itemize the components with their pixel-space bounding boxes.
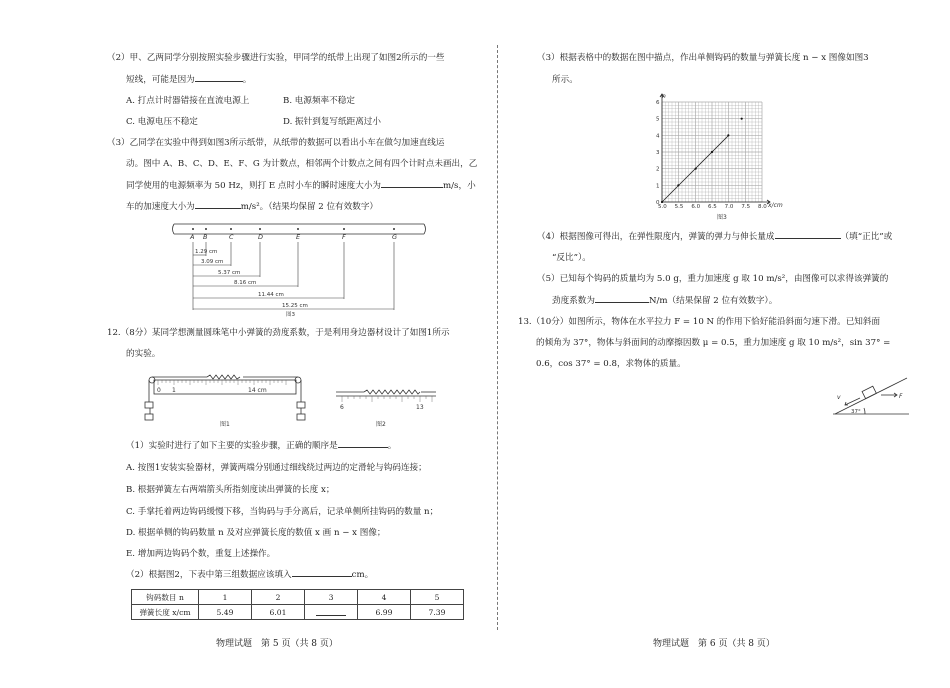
data-point: [711, 151, 713, 153]
q3-line1: （3）乙同学在实验中得到如图3所示纸带，从纸带的数据可以看出小车在做匀加速直线运: [107, 138, 445, 148]
answer-blank[interactable]: [775, 238, 841, 239]
answer-blank[interactable]: [381, 187, 443, 188]
q2-option-b: B. 电源频率不稳定: [283, 96, 355, 106]
tape-dim: 15.25 cm: [282, 303, 308, 309]
table-cell: 6.01: [252, 605, 305, 620]
q3r-line1: （3）根据表格中的数据在图中描点，作出单侧钩码的数量与弹簧长度 n − x 图像如图3: [537, 53, 869, 63]
q12-sub2: （2）根据图2，下表中第三组数据应该填入 cm。: [126, 570, 374, 580]
table-cell: 5.49: [199, 605, 252, 620]
table-cell: 4: [358, 590, 411, 605]
x-axis-label: x/cm: [768, 202, 783, 209]
data-table: [131, 589, 464, 620]
data-point: [695, 168, 697, 170]
q12-step-d: D. 根据单侧的钩码数量 n 及对应弹簧长度的数值 x 画 n − x 图像；: [126, 528, 386, 538]
tape-dim: 1.29 cm: [195, 249, 218, 255]
n-x-graph: [648, 92, 788, 222]
left-footer: 物理试题 第 5 页（共 8 页）: [216, 639, 338, 649]
q2-line1: （2）甲、乙两同学分别按照实验步骤进行实验，甲同学的纸带上出现了如图2所示的一些: [107, 53, 445, 63]
tape-point: G: [392, 233, 398, 241]
q2-line2: 短线，可能是因为 。: [126, 75, 252, 85]
q3r-line2: 所示。: [552, 75, 578, 85]
tape-point: D: [258, 233, 264, 241]
table-row: [132, 605, 464, 620]
q2-option-a: A. 打点计时器错接在直流电源上: [126, 96, 250, 106]
data-point: [677, 184, 679, 186]
force-label: F: [899, 393, 903, 400]
page-divider: [497, 45, 498, 630]
q13-line2: 的倾角为 37°，物体与斜面间的动摩擦因数 μ = 0.5，重力加速度 g 取 10 m/s²，sin 37° =: [536, 338, 891, 348]
tape-figure: [170, 222, 430, 318]
velocity-label: v: [837, 394, 841, 401]
y-axis-label: n: [662, 93, 666, 100]
q12-line1: 12.（8分）某同学想测量圆珠笔中小弹簧的劲度系数，于是利用身边器材设计了如图1所示: [107, 328, 450, 338]
figure-caption: 图1: [220, 421, 230, 428]
table-cell: 1: [199, 590, 252, 605]
q3-line4: 车的加速度大小为 m/s²。（结果均保留 2 位有效数字）: [126, 202, 379, 212]
q12-line2: 的实验。: [126, 349, 161, 359]
table-cell: 3: [305, 590, 358, 605]
answer-blank[interactable]: [195, 208, 241, 209]
ruler-label: 1: [172, 387, 176, 394]
q12-sub1: （1）实验时进行了如下主要的实验步骤，正确的顺序是 。: [126, 441, 397, 451]
x-tick-label: 6.0: [691, 204, 701, 210]
y-tick-label: 1: [656, 183, 660, 190]
figure-caption: 图3: [717, 214, 727, 221]
tape-point: F: [342, 233, 346, 241]
y-tick-label: 0: [656, 200, 660, 206]
x-tick-label: 6.5: [708, 204, 717, 210]
q3-line3: 同学使用的电源频率为 50 Hz，则打 E 点时小车的瞬时速度大小为 m/s，小: [126, 181, 476, 191]
y-axis: [660, 94, 664, 202]
data-point: [741, 118, 743, 120]
spring-apparatus-figure: [140, 372, 310, 430]
answer-blank[interactable]: [195, 81, 243, 82]
q4-line1: （4）根据图像可得出，在弹性限度内，弹簧的弹力与伸长量成 （填“正比”或: [537, 232, 893, 242]
q5-line2: 劲度系数为 N/m（结果保留 2 位有效数字）。: [552, 296, 778, 306]
tape-point: B: [203, 233, 208, 241]
tape-point: E: [296, 233, 301, 241]
y-tick-label: 3: [656, 150, 660, 156]
table-cell: 钩码数目 n: [132, 590, 199, 605]
tape-point: A: [190, 233, 195, 241]
x-tick-label: 8.0: [758, 204, 767, 210]
y-tick-label: 2: [656, 166, 660, 173]
q13-line1: 13.（10分）如图所示，物体在水平拉力 F = 10 N 的作用下恰好能沿斜面匀速下滑。已知斜面: [518, 317, 881, 327]
tape-point: C: [229, 233, 234, 241]
y-tick-label: 6: [656, 100, 660, 106]
ruler-label: 13: [416, 404, 424, 411]
q4-line2: “反比”）。: [552, 253, 591, 263]
table-cell-blank[interactable]: [305, 605, 358, 620]
tape-dim: 5.37 cm: [218, 270, 241, 276]
table-row: [132, 590, 464, 605]
q2-option-c: C. 电源电压不稳定: [126, 117, 198, 127]
ruler-label: 0: [157, 387, 161, 394]
data-point: [661, 201, 663, 203]
figure-caption: 图3: [286, 312, 295, 318]
spring-reading-figure: [332, 388, 442, 430]
tape-dim: 8.16 cm: [234, 280, 257, 286]
tape-dim: 3.09 cm: [201, 259, 224, 265]
q5-line1: （5）已知每个钩码的质量均为 5.0 g，重力加速度 g 取 10 m/s²，由图像可以求得该弹簧的: [537, 274, 889, 284]
x-tick-label: 7.5: [741, 204, 751, 210]
ruler-label: 14 cm: [248, 387, 267, 394]
incline-figure: [815, 374, 915, 420]
q13-line3: 0.6，cos 37° = 0.8，求物体的质量。: [536, 359, 686, 369]
ruler-label: 6: [340, 404, 344, 411]
x-tick-label: 5.5: [674, 204, 684, 210]
x-tick-label: 5.0: [658, 204, 667, 210]
q3-line2: 动。图中 A、B、C、D、E、F、G 为计数点，相邻两个计数点之间有四个计时点未画出，乙: [126, 159, 478, 169]
q12-step-c: C. 手掌托着两边钩码缓慢下移，当钩码与手分离后，记录单侧所挂钩码的数量 n；: [126, 507, 439, 517]
answer-blank[interactable]: [595, 302, 649, 303]
angle-label: 37°: [851, 409, 861, 415]
q12-step-e: E. 增加两边钩码个数，重复上述操作。: [126, 549, 276, 559]
answer-blank[interactable]: [292, 576, 352, 577]
table-cell: 7.39: [411, 605, 464, 620]
right-footer: 物理试题 第 6 页（共 8 页）: [653, 639, 775, 649]
table-cell: 弹簧长度 x/cm: [132, 605, 199, 620]
x-tick-label: 7.0: [724, 204, 734, 210]
y-tick-label: 4: [656, 133, 660, 140]
table-cell: 2: [252, 590, 305, 605]
q2-option-d: D. 振针到复写纸距离过小: [283, 117, 381, 127]
data-point: [727, 134, 729, 136]
table-cell: 6.99: [358, 605, 411, 620]
answer-blank[interactable]: [338, 447, 388, 448]
y-tick-label: 5: [656, 116, 660, 123]
table-cell: 5: [411, 590, 464, 605]
tape-dim: 11.44 cm: [258, 292, 284, 298]
q12-step-b: B. 根据弹簧左右两端箭头所指刻度读出弹簧的长度 x；: [126, 485, 335, 495]
figure-caption: 图2: [376, 421, 386, 428]
q12-step-a: A. 按图1安装实验器材，弹簧两端分别通过细线绕过两边的定滑轮与钩码连接；: [126, 463, 427, 473]
